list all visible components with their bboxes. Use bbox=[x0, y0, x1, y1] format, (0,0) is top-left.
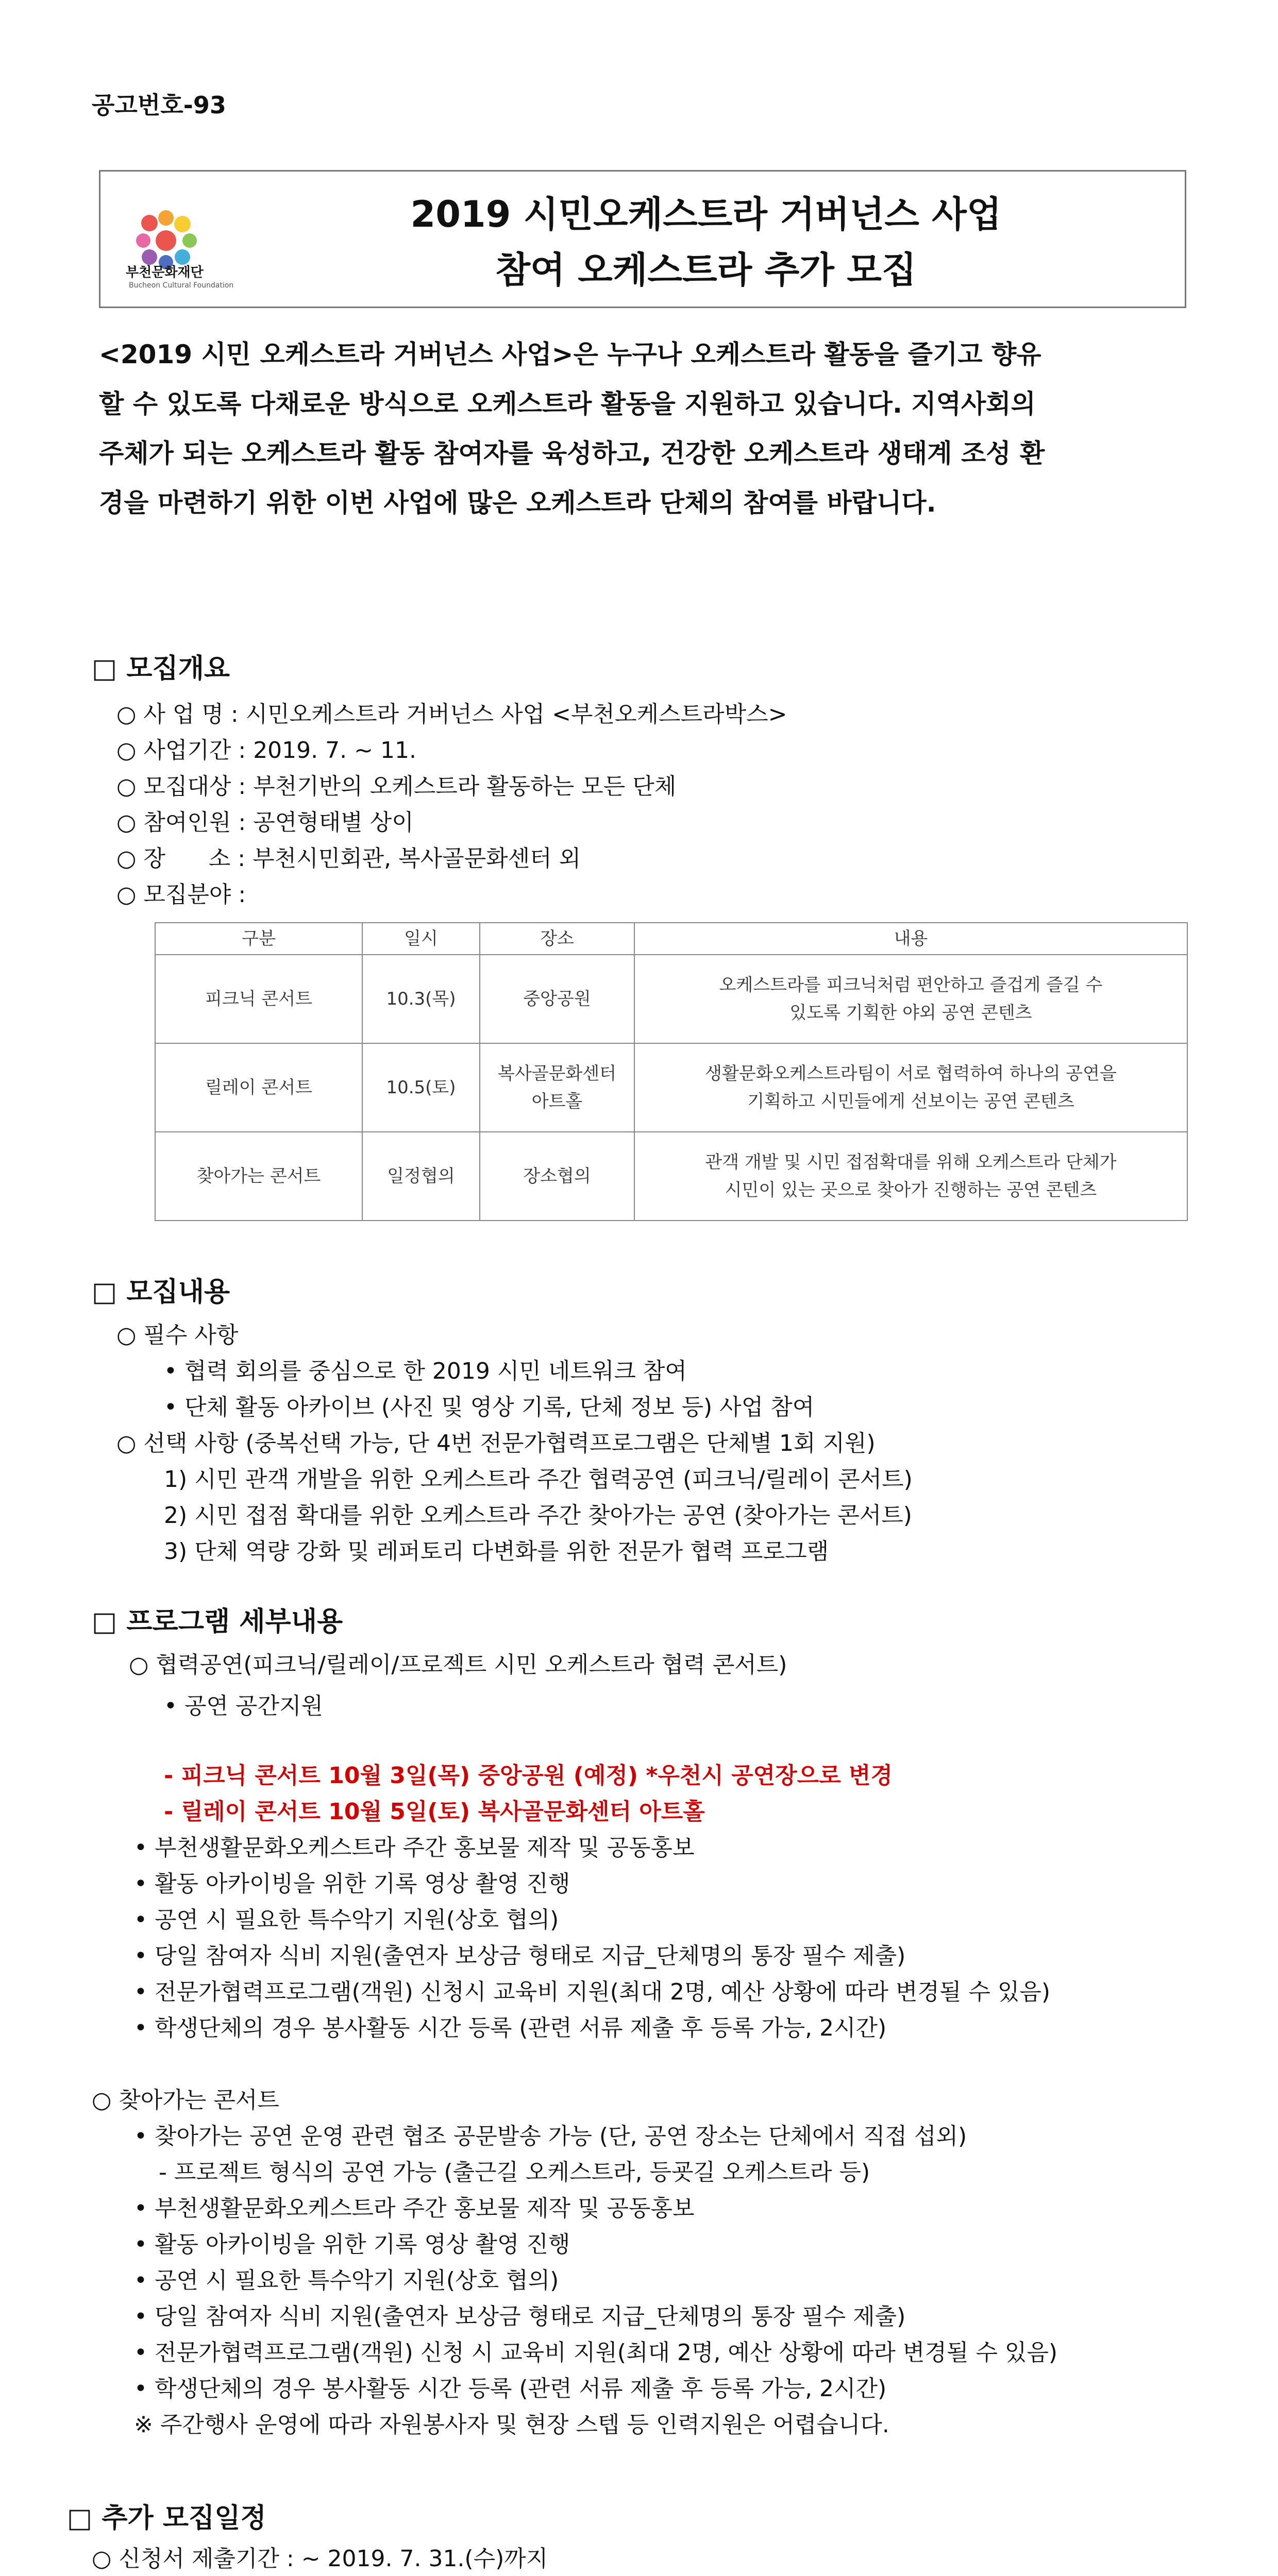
intro-paragraph bbox=[99, 330, 1197, 528]
content-line: 1) 시민 관객 개발을 위한 오케스트라 주간 협력공연 (피크닉/릴레이 콘서트) bbox=[164, 1466, 913, 1493]
title-line-2: 참여 오케스트라 추가 모집 bbox=[495, 249, 917, 291]
program-note: ※ 주간행사 운영에 따라 자원봉사자 및 현장 스텝 등 인력지원은 어렵습니다. bbox=[134, 2412, 889, 2438]
program-item: • 학생단체의 경우 봉사활동 시간 등록 (관련 서류 제출 후 등록 가능, 2시간) bbox=[134, 2376, 887, 2402]
content-line: ○ 필수 사항 bbox=[116, 1322, 239, 1348]
recruitment-fields-table bbox=[155, 922, 1188, 1221]
content-heading: □ 모집내용 bbox=[92, 1277, 230, 1308]
program-item: • 당일 참여자 식비 지원(출연자 보상금 형태로 지급_단체명의 통장 필수 제출) bbox=[134, 2303, 906, 2330]
overview-item: ○ 모집분야 : bbox=[116, 882, 246, 908]
content-line: 관객 개발 및 시민 접점확대를 위해 오케스트라 단체가 bbox=[705, 1152, 1117, 1173]
place-text: 복사골문화센터 아트홀 bbox=[498, 1063, 616, 1112]
program-heading: □ 프로그램 세부내용 bbox=[92, 1606, 343, 1637]
program-item: • 공연 공간지원 bbox=[164, 1693, 323, 1719]
table-row bbox=[155, 955, 1187, 1043]
content-line: 생활문화오케스트라팀이 서로 협력하여 하나의 공연을 bbox=[705, 1063, 1117, 1084]
table-header: 장소 bbox=[480, 923, 634, 955]
table-cell-content bbox=[634, 1132, 1187, 1221]
program-item: • 활동 아카이빙을 위한 기록 영상 촬영 진행 bbox=[134, 1871, 570, 1897]
program-item: • 당일 참여자 식비 지원(출연자 보상금 형태로 지급_단체명의 통장 필수 제출) bbox=[134, 1943, 906, 1969]
program-item: • 학생단체의 경우 봉사활동 시간 등록 (관련 서류 제출 후 등록 가능, 2시간) bbox=[134, 2015, 887, 2041]
table-row bbox=[155, 1043, 1187, 1132]
program-item: • 부천생활문화오케스트라 주간 홍보물 제작 및 공동홍보 bbox=[134, 2195, 695, 2222]
notice-number: 공고번호-93 bbox=[92, 91, 226, 119]
content-line: 있도록 기획한 야외 공연 콘텐츠 bbox=[789, 1003, 1032, 1023]
logo-name: 부천문화재단 bbox=[126, 265, 204, 280]
content-line: 시민이 있는 곳으로 찾아가 진행하는 공연 콘텐츠 bbox=[725, 1180, 1097, 1200]
title-line-1: 2019 시민오케스트라 거버넌스 사업 bbox=[410, 193, 1002, 235]
intro-line: 주체가 되는 오케스트라 활동 참여자를 육성하고, 건강한 오케스트라 생태계 조성 환 bbox=[99, 438, 1045, 468]
table-header: 일시 bbox=[362, 923, 480, 955]
table-cell-type: 피크닉 콘서트 bbox=[155, 955, 362, 1043]
table-cell-date: 일정협의 bbox=[362, 1132, 480, 1221]
table-cell-content bbox=[634, 1043, 1187, 1132]
table-cell-content bbox=[634, 955, 1187, 1043]
table-cell-place: 중앙공원 bbox=[480, 955, 634, 1043]
table-cell-type: 찾아가는 콘서트 bbox=[155, 1132, 362, 1221]
content-line: 2) 시민 접점 확대를 위한 오케스트라 주간 찾아가는 공연 (찾아가는 콘서트) bbox=[164, 1502, 912, 1529]
table-row bbox=[155, 1132, 1187, 1221]
table-cell-type: 릴레이 콘서트 bbox=[155, 1043, 362, 1132]
program-item: • 전문가협력프로그램(객원) 신청시 교육비 지원(최대 2명, 예산 상황에 따라 변경될 수 있음) bbox=[134, 1979, 1051, 2005]
program-item: • 찾아가는 공연 운영 관련 협조 공문발송 가능 (단, 공연 장소는 단체에서 직접 섭외) bbox=[134, 2123, 967, 2149]
program-highlight: - 피크닉 콘서트 10월 3일(목) 중앙공원 (예정) *우천시 공연장으로 변경 bbox=[164, 1762, 893, 1789]
content-line: • 단체 활동 아카이브 (사진 및 영상 기록, 단체 정보 등) 사업 참여 bbox=[164, 1394, 815, 1420]
schedule-item: ○ 신청서 제출기간 : ~ 2019. 7. 31.(수)까지 bbox=[92, 2546, 548, 2572]
table-cell-date: 10.5(토) bbox=[362, 1043, 480, 1132]
program-item: • 공연 시 필요한 특수악기 지원(상호 협의) bbox=[134, 2267, 559, 2294]
table-cell-place bbox=[480, 1043, 634, 1132]
intro-line: 할 수 있도록 다채로운 방식으로 오케스트라 활동을 지원하고 있습니다. 지역사회의 bbox=[99, 389, 1036, 419]
content-line: 오케스트라를 피크닉처럼 편안하고 즐겁게 즐길 수 bbox=[719, 975, 1103, 995]
overview-item: ○ 사업기간 : 2019. 7. ~ 11. bbox=[116, 737, 416, 764]
program-item: • 전문가협력프로그램(객원) 신청 시 교육비 지원(최대 2명, 예산 상황에 따라 변경될 수 있음) bbox=[134, 2340, 1058, 2366]
overview-item: ○ 모집대상 : 부천기반의 오케스트라 활동하는 모든 단체 bbox=[116, 773, 677, 800]
table-header: 구분 bbox=[155, 923, 362, 955]
table-cell-place: 장소협의 bbox=[480, 1132, 634, 1221]
overview-item: ○ 참여인원 : 공연형태별 상이 bbox=[116, 809, 414, 836]
intro-line: 경을 마련하기 위한 이번 사업에 많은 오케스트라 단체의 참여를 바랍니다. bbox=[99, 488, 936, 518]
table-header-row bbox=[155, 923, 1187, 955]
content-line: ○ 선택 사항 (중복선택 가능, 단 4번 전문가협력프로그램은 단체별 1회 지원) bbox=[116, 1430, 876, 1456]
table-cell-date: 10.3(목) bbox=[362, 955, 480, 1043]
overview-item: ○ 사 업 명 : 시민오케스트라 거버넌스 사업 <부천오케스트라박스> bbox=[116, 701, 787, 727]
program-item: - 프로젝트 형식의 공연 가능 (출근길 오케스트라, 등굣길 오케스트라 등) bbox=[159, 2159, 870, 2185]
content-line: 기획하고 시민들에게 선보이는 공연 콘텐츠 bbox=[747, 1091, 1074, 1112]
program-visit-title: ○ 찾아가는 콘서트 bbox=[92, 2087, 279, 2113]
program-item: • 부천생활문화오케스트라 주간 홍보물 제작 및 공동홍보 bbox=[134, 1835, 695, 1861]
overview-item: ○ 장 소 : 부천시민회관, 복사골문화센터 외 bbox=[116, 845, 581, 872]
program-collab-title: ○ 협력공연(피크닉/릴레이/프로젝트 시민 오케스트라 협력 콘서트) bbox=[129, 1652, 787, 1678]
schedule-heading: □ 추가 모집일정 bbox=[67, 2503, 266, 2534]
program-item: • 공연 시 필요한 특수악기 지원(상호 협의) bbox=[134, 1907, 559, 1933]
logo-subtitle: Bucheon Cultural Foundation bbox=[129, 281, 234, 290]
overview-heading: □ 모집개요 bbox=[92, 653, 230, 684]
intro-line: <2019 시민 오케스트라 거버넌스 사업>은 누구나 오케스트라 활동을 즐기고 향유 bbox=[99, 340, 1041, 369]
program-item: • 활동 아카이빙을 위한 기록 영상 촬영 진행 bbox=[134, 2231, 570, 2258]
content-line: 3) 단체 역량 강화 및 레퍼토리 다변화를 위한 전문가 협력 프로그램 bbox=[164, 1538, 829, 1565]
table-header: 내용 bbox=[634, 923, 1187, 955]
content-line: • 협력 회의를 중심으로 한 2019 시민 네트워크 참여 bbox=[164, 1358, 687, 1384]
program-highlight: - 릴레이 콘서트 10월 5일(토) 복사골문화센터 아트홀 bbox=[164, 1799, 705, 1825]
